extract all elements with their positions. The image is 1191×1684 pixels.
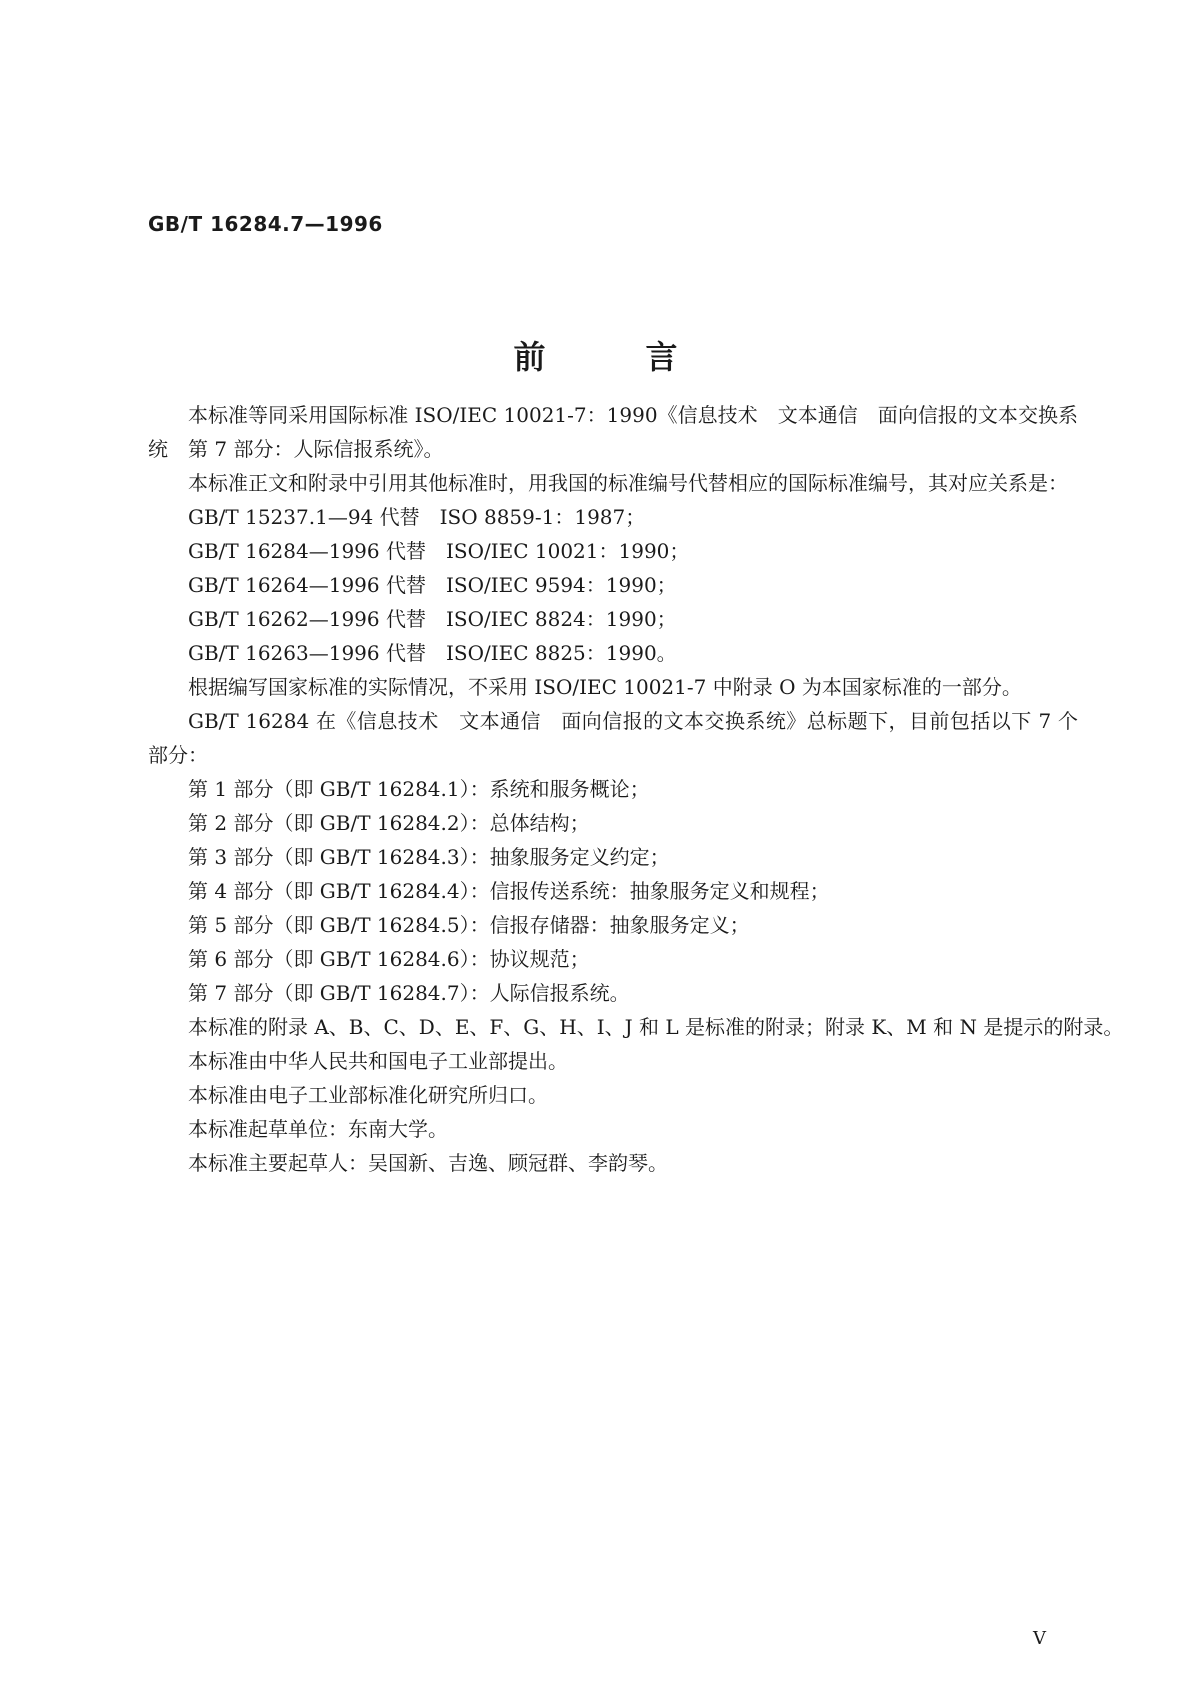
page-title: 前言 (513, 338, 778, 376)
paragraph-drafters: 本标准主要起草人：吴国新、吉逸、顾冠群、李韵琴。 (188, 1151, 668, 1175)
list-item-replacement: GB/T 16263—1996 代替 ISO/IEC 8825：1990。 (188, 641, 677, 665)
paragraph-series: GB/T 16284 在《信息技术 文本通信 面向信报的文本交换系统》总标题下，目前包括以下 7 个部分： (148, 709, 1078, 767)
list-item-replacement: GB/T 15237.1—94 代替 ISO 8859-1：1987； (188, 505, 646, 529)
list-item-part: 第 6 部分（即 GB/T 16284.6）：协议规范； (188, 947, 590, 971)
foreword-body (148, 398, 1124, 1180)
paragraph-annexes: 本标准的附录 A、B、C、D、E、F、G、H、I、J 和 L 是标准的附录；附录 K、M 和 N 是提示的附录。 (188, 1015, 1124, 1039)
list-item-replacement: GB/T 16262—1996 代替 ISO/IEC 8824：1990； (188, 607, 677, 631)
paragraph-references: 本标准正文和附录中引用其他标准时，用我国的标准编号代替相应的国际标准编号，其对应关系是： (188, 471, 1068, 495)
list-item-part: 第 4 部分（即 GB/T 16284.4）：信报传送系统：抽象服务定义和规程； (188, 879, 830, 903)
list-item-part: 第 3 部分（即 GB/T 16284.3）：抽象服务定义约定； (188, 845, 670, 869)
list-item-replacement: GB/T 16264—1996 代替 ISO/IEC 9594：1990； (188, 573, 677, 597)
paragraph-drafting-unit: 本标准起草单位：东南大学。 (188, 1117, 448, 1141)
paragraph-adoption: 本标准等同采用国际标准 ISO/IEC 10021-7：1990《信息技术 文本通信 面向信报的文本交换系统 第 7 部分：人际信报系统》。 (148, 403, 1078, 461)
page-number: V (1033, 1628, 1046, 1649)
list-item-part: 第 5 部分（即 GB/T 16284.5）：信报存储器：抽象服务定义； (188, 913, 750, 937)
list-item-replacement: GB/T 16284—1996 代替 ISO/IEC 10021：1990； (188, 539, 690, 563)
list-item-part: 第 7 部分（即 GB/T 16284.7）：人际信报系统。 (188, 981, 630, 1005)
standard-code-header: GB/T 16284.7—1996 (148, 212, 383, 236)
paragraph-proposer: 本标准由中华人民共和国电子工业部提出。 (188, 1049, 568, 1073)
list-item-part: 第 1 部分（即 GB/T 16284.1）：系统和服务概论； (188, 777, 650, 801)
list-item-part: 第 2 部分（即 GB/T 16284.2）：总体结构； (188, 811, 590, 835)
paragraph-annex-o: 根据编写国家标准的实际情况，不采用 ISO/IEC 10021-7 中附录 O 为本国家标准的一部分。 (188, 675, 1022, 699)
paragraph-administrator: 本标准由电子工业部标准化研究所归口。 (188, 1083, 548, 1107)
